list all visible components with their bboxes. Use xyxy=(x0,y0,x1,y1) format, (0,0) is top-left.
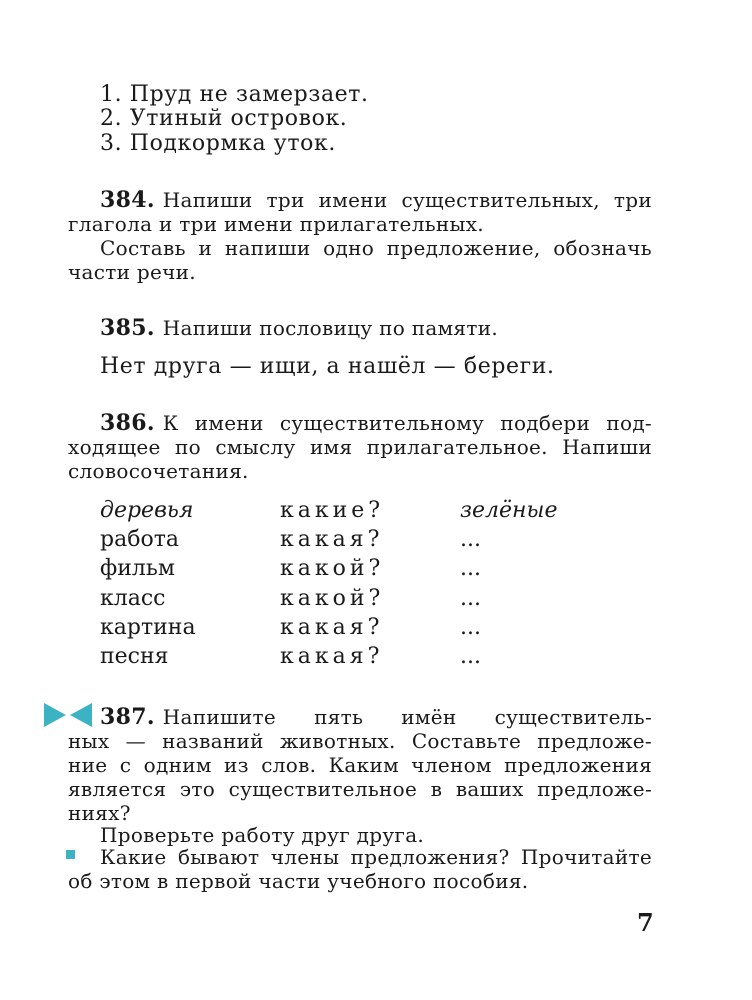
ex387-number: 387. xyxy=(100,704,155,730)
pair-work-icon xyxy=(44,701,92,729)
ex384-line4: части речи. xyxy=(68,260,196,284)
noun: деревья xyxy=(100,498,194,523)
noun: песня xyxy=(100,644,169,669)
ex385-number: 385. xyxy=(100,315,155,341)
ex385-line1 xyxy=(100,316,498,340)
question: какой? xyxy=(280,586,385,611)
page-number: 7 xyxy=(637,908,654,937)
question: какая? xyxy=(280,615,384,640)
ex385-proverb: Нет друга — ищи, а нашёл — береги. xyxy=(100,354,555,379)
answer: ... xyxy=(460,586,481,611)
ex387-text1: Напишите пять имён существитель- xyxy=(162,705,652,729)
ex384-number: 384. xyxy=(100,187,155,213)
ex386-line1 xyxy=(100,411,652,435)
plan-item-2: 2. Утиный островок. xyxy=(100,106,348,131)
plan-item-1: 1. Пруд не замерзает. xyxy=(100,82,369,107)
ex387-line4: является это существительное в ваших предложе- xyxy=(68,777,652,801)
ex387-line2: ных — названий животных. Составьте предложе- xyxy=(68,729,652,753)
noun: фильм xyxy=(100,556,175,581)
question: какая? xyxy=(280,644,384,669)
ex386-line2: ходящее по смыслу имя прилагательное. Напиши xyxy=(68,435,652,459)
answer: ... xyxy=(460,615,481,640)
ex385-text1: Напиши пословицу по памяти. xyxy=(162,316,499,340)
plan-item-3: 3. Подкормка уток. xyxy=(100,131,336,156)
answer: зелёные xyxy=(460,498,558,523)
noun: класс xyxy=(100,586,166,611)
ex384-line3: Составь и напиши одно предложение, обозначь xyxy=(100,236,652,260)
square-bullet-icon xyxy=(66,850,75,859)
ex384-line1 xyxy=(100,188,652,212)
ex387-line1 xyxy=(100,705,652,729)
question: какие? xyxy=(280,498,385,523)
answer: ... xyxy=(460,527,481,552)
ex384-text1: Напиши три имени существительных, три xyxy=(162,188,652,212)
word-table xyxy=(100,496,600,676)
ex387-line3: ние с одним из слов. Каким членом предложения xyxy=(68,753,652,777)
question: какой? xyxy=(280,556,385,581)
ex387-line8: об этом в первой части учебного пособия. xyxy=(68,869,529,893)
ex387-line7: Какие бывают члены предложения? Прочитайте xyxy=(100,845,652,869)
ex387-line6: Проверьте работу друг друга. xyxy=(100,823,425,847)
answer: ... xyxy=(460,556,481,581)
answer: ... xyxy=(460,644,481,669)
noun: картина xyxy=(100,615,196,640)
question: какая? xyxy=(280,527,384,552)
ex386-text1: К имени существительному подбери под- xyxy=(162,411,652,435)
ex386-line3: словосочетания. xyxy=(68,459,249,483)
ex386-number: 386. xyxy=(100,410,155,436)
ex387-line5: ниях? xyxy=(68,801,131,825)
noun: работа xyxy=(100,527,179,552)
ex384-line2: глагола и три имени прилагательных. xyxy=(68,212,484,236)
